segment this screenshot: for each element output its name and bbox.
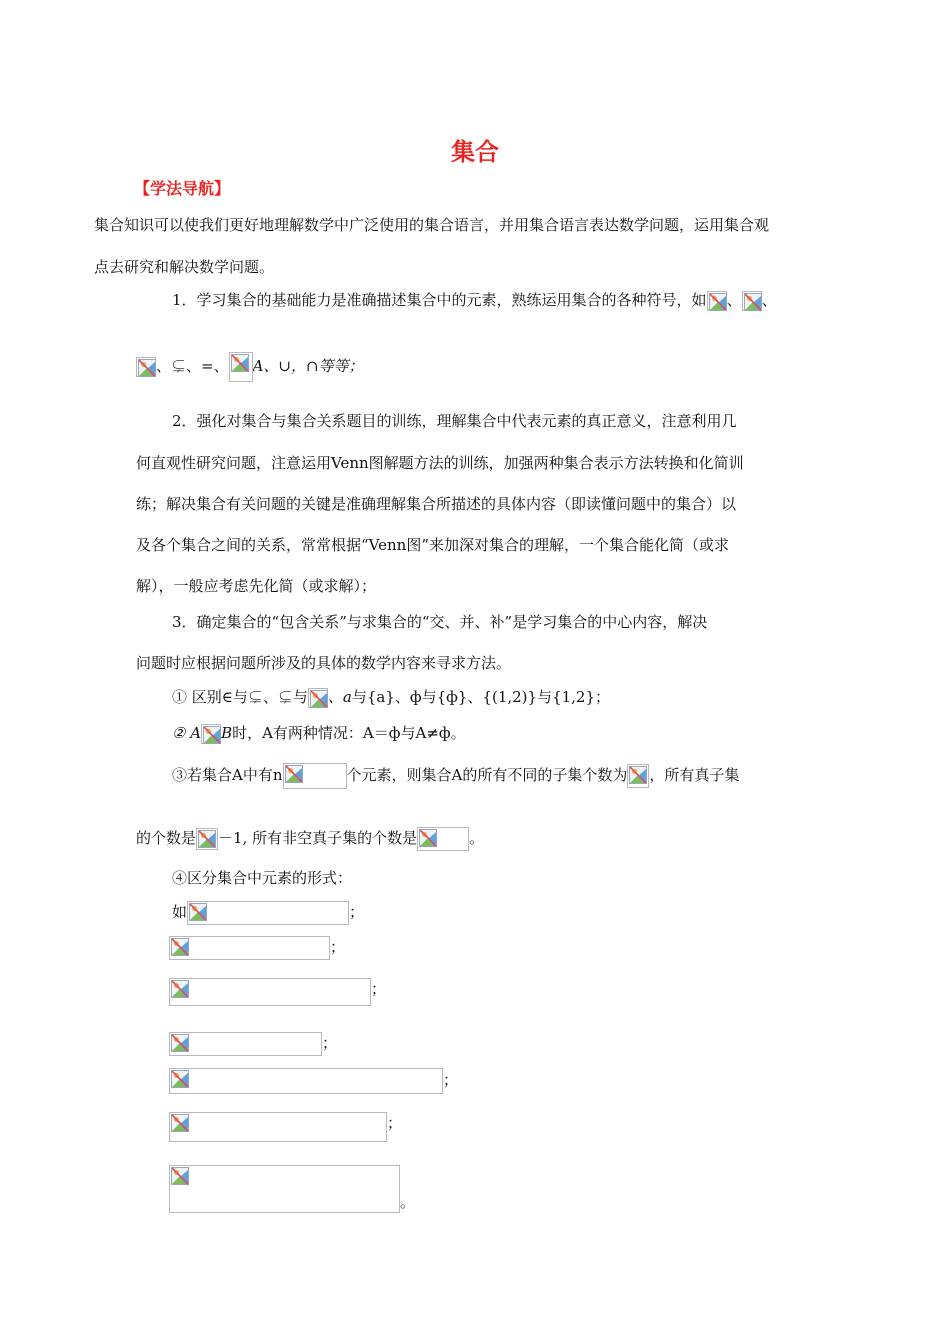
- formula-image-icon: [187, 901, 349, 925]
- formula-image-icon: [308, 688, 328, 708]
- formula-image-icon: [169, 1032, 322, 1056]
- item2-line-3: 练；解决集合有关问题的关键是准确理解集合所描述的具体内容（即读懂问题中的集合）以: [136, 495, 737, 513]
- item2-line-4: 及各个集合之间的关系，常常根据“Venn图”来加深对集合的理解，一个集合能化简（或求: [136, 536, 729, 554]
- formula-image-icon: [417, 827, 469, 851]
- point1-prefix: ① 区别∈与⊊、⊊与: [172, 688, 308, 706]
- item1-line-1: [172, 289, 777, 311]
- item3-line-1: 3．确定集合的“包含关系”与求集合的“交、并、补”是学习集合的中心内容，解决: [172, 613, 708, 631]
- semicolon: ；: [349, 903, 365, 921]
- item1-symbols: 、⊊、=、: [156, 357, 229, 375]
- semicolon: ；: [322, 1034, 338, 1052]
- intro-line-2: 点去研究和解决数学问题。: [94, 258, 275, 276]
- point3-line-2: [136, 827, 484, 851]
- point4-row-6: [169, 1112, 402, 1142]
- formula-image-icon: [627, 764, 649, 788]
- section-heading: 【学法导航】: [134, 179, 231, 198]
- point2-b: B: [221, 724, 233, 742]
- formula-image-icon: [283, 763, 347, 789]
- point3-mid: 个元素，则集合A的所有不同的子集个数为: [346, 766, 628, 784]
- item1-text: 1．学习集合的基础能力是准确描述集合中的元素，熟练运用集合的各种符号，如: [172, 291, 707, 309]
- semicolon: ；: [371, 980, 387, 998]
- semicolon: ；: [443, 1071, 459, 1089]
- point2-line: [172, 722, 466, 744]
- point4-row-5: [169, 1068, 458, 1094]
- item1-line-2: [136, 352, 364, 382]
- separator: 、: [726, 291, 742, 309]
- point3-prefix: ③若集合A中有n: [172, 766, 283, 784]
- point4-row-3: [169, 978, 386, 1006]
- formula-image-icon: [201, 724, 221, 744]
- formula-image-icon: [169, 1165, 400, 1213]
- formula-image-icon: [707, 291, 727, 311]
- point3-line2-end: 。: [469, 829, 485, 847]
- point3-line-1: [172, 763, 739, 789]
- point3-line2-b: －1, 所有非空真子集的个数是: [218, 829, 418, 847]
- point3-line2-a: 的个数是: [136, 829, 197, 847]
- formula-image-icon: [169, 1112, 387, 1142]
- point1-a: 、a: [327, 688, 352, 706]
- point4-first-prefix: 如: [172, 903, 188, 921]
- page-title: 集合: [451, 138, 499, 166]
- formula-image-icon: [169, 978, 371, 1006]
- point1-rest: 与{a}、ф与{ф}、{(1,2)}与{1,2}；: [351, 688, 611, 706]
- formula-image-icon: [136, 357, 156, 377]
- point4-row-7: [169, 1165, 415, 1213]
- point2-rest: 时，A有两种情况：A＝ф与A≠ф。: [232, 724, 466, 742]
- point4-row-4: [169, 1032, 337, 1056]
- item1-symbols-rest: A、∪，∩等等；: [252, 357, 364, 375]
- semicolon: ；: [387, 1114, 403, 1132]
- item2-line-1: 2．强化对集合与集合关系题目的训练，理解集合中代表元素的真正意义，注意利用几: [172, 412, 737, 430]
- intro-line-1: 集合知识可以使我们更好地理解数学中广泛使用的集合语言，并用集合语言表达数学问题，运用集合观: [94, 216, 770, 234]
- item2-line-5: 解），一般应考虑先化简（或求解）；: [136, 577, 377, 595]
- item3-line-2: 问题时应根据问题所涉及的具体的数学内容来寻求方法。: [136, 654, 512, 672]
- point4-row-2: [169, 936, 345, 960]
- point3-tail: ，所有真子集: [649, 766, 740, 784]
- period: 。: [400, 1193, 416, 1211]
- formula-image-icon: [196, 828, 218, 850]
- point4-row-1: [172, 901, 364, 925]
- point4-title: ④区分集合中元素的形式：: [172, 869, 353, 887]
- formula-image-icon: [169, 936, 330, 960]
- point1-line: [172, 686, 610, 708]
- item2-line-2: 何直观性研究问题，注意运用Venn图解题方法的训练，加强两种集合表示方法转换和化简训: [136, 454, 744, 472]
- semicolon: ；: [330, 938, 346, 956]
- formula-image-icon: [742, 291, 762, 311]
- formula-image-icon: [169, 1068, 443, 1094]
- point2-prefix: ② A: [172, 724, 202, 742]
- separator: 、: [761, 291, 777, 309]
- formula-image-icon: [229, 352, 253, 382]
